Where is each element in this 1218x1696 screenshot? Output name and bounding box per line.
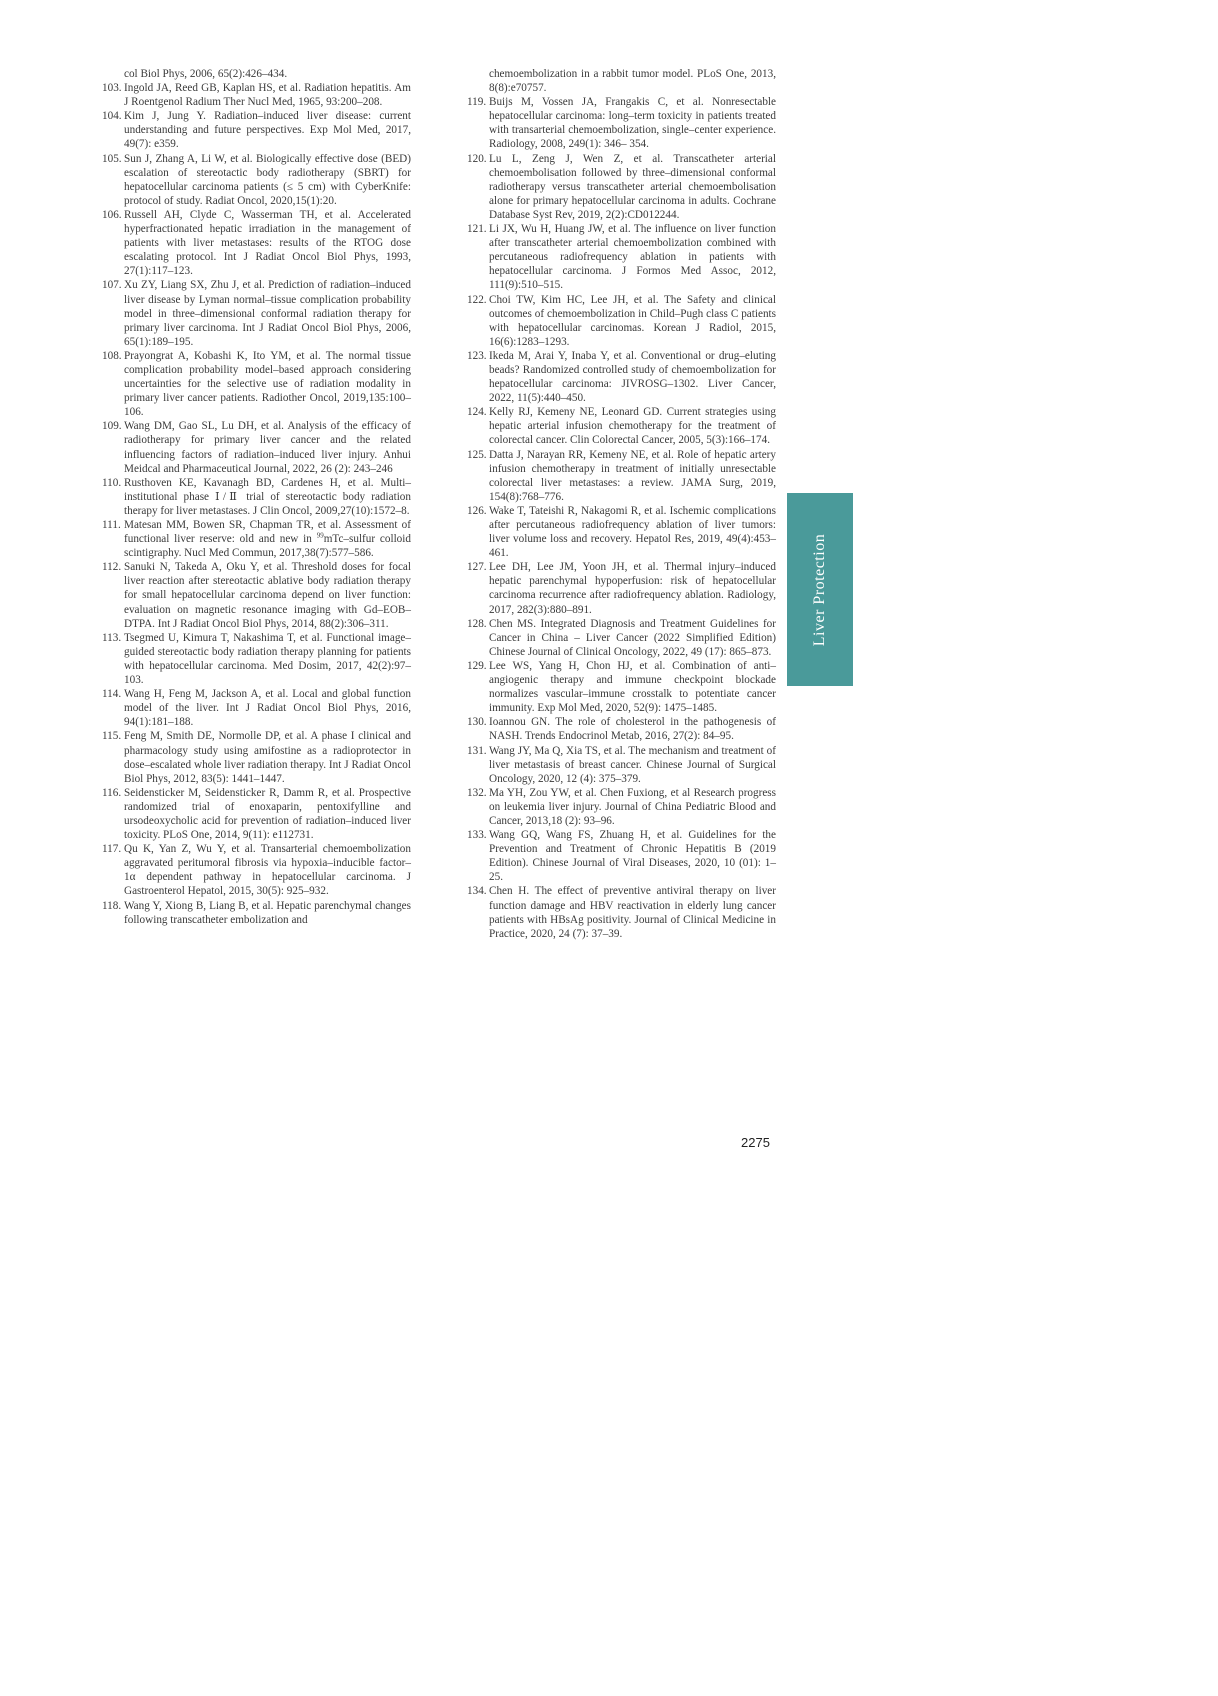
reference-text: Chen MS. Integrated Diagnosis and Treatment Guidelines for Cancer in China – Liver Cancer (2022 Simplified Edition) Chinese Journal of Clinical Oncology, 2022, 49 (17): 865–873.: [489, 617, 776, 658]
reference-text: Ioannou GN. The role of cholesterol in the pathogenesis of NASH. Trends Endocrinol Metab, 2016, 27(2): 84–95.: [489, 716, 776, 743]
reference-text: Lee DH, Lee JM, Yoon JH, et al. Thermal injury–induced hepatic parenchymal hypoperfusion: risk of hepatocellular carcinoma recurrence after radiofrequency ablation. Radiology, 2017, 282(3):880–891.: [489, 561, 776, 616]
reference-text: Wang GQ, Wang FS, Zhuang H, et al. Guidelines for the Prevention and Treatment of Chronic Hepatitis B (2019 Edition). Chinese Journal of Viral Diseases, 2020, 10 (01): 1–25.: [489, 829, 776, 884]
reference-text: col Biol Phys, 2006, 65(2):426–434.: [124, 68, 288, 80]
reference-text: Lee WS, Yang H, Chon HJ, et al. Combination of anti–angiogenic therapy and immune checkpoint blockade normalizes vascular–immune crosstalk to potentiate cancer immunity. Exp Mol Med, 2020, 52(9): 1475–1485.: [489, 659, 776, 715]
reference-entry: [467, 715, 776, 743]
reference-entry: [102, 67, 411, 81]
reference-entry: [467, 744, 776, 786]
reference-number: 124.: [467, 406, 487, 419]
reference-text: Rusthoven KE, Kavanagh BD, Cardenes H, et al. Multi–institutional phase Ⅰ/Ⅱ trial of stereotactic body radiation therapy for liver metastases. J Clin Oncol, 2009,27(10):1572–8.: [124, 476, 411, 517]
reference-number: 117.: [102, 843, 122, 856]
side-tab-label: Liver Protection: [811, 533, 828, 646]
reference-text: Kelly RJ, Kemeny NE, Leonard GD. Current strategies using hepatic arterial infusion chemotherapy for the treatment of colorectal cancer. Clin Colorectal Cancer, 2005, 5(3):166–174.: [489, 406, 776, 447]
reference-entry: [102, 518, 411, 560]
reference-text: chemoembolization in a rabbit tumor model. PLoS One, 2013, 8(8):e70757.: [489, 68, 776, 95]
reference-entry: [102, 81, 411, 109]
reference-number: 111.: [102, 519, 121, 531]
reference-entry: [467, 659, 776, 715]
reference-text: Matesan MM, Bowen SR, Chapman TR, et al. Assessment of functional liver reserve: old and new in: [124, 519, 411, 546]
reference-entry: [102, 476, 411, 518]
reference-text: Ingold JA, Reed GB, Kaplan HS, et al. Radiation hepatitis. Am J Roentgenol Radium Ther Nucl Med, 1965, 93:200–208.: [124, 82, 411, 109]
reference-entry: [467, 560, 776, 616]
reference-entry: [467, 448, 776, 504]
reference-number: 123.: [467, 349, 487, 362]
reference-text: Ikeda M, Arai Y, Inaba Y, et al. Conventional or drug–eluting beads? Randomized controlled study of chemoembolization for hepatocellular carcinoma: JIVROSG–1302. Liver Cancer, 2022, 11(5):440–450.: [489, 349, 776, 405]
reference-entry: [102, 152, 411, 208]
reference-number: 106.: [102, 208, 122, 221]
reference-entry: [102, 631, 411, 687]
references-left-column: [102, 67, 411, 927]
reference-number: 110.: [102, 476, 122, 489]
reference-entry: [467, 504, 776, 560]
references-right-column: [467, 67, 776, 941]
reference-entry: [467, 222, 776, 292]
reference-number: 120.: [467, 152, 487, 165]
reference-number: 118.: [102, 899, 122, 912]
reference-number: 126.: [467, 504, 487, 517]
reference-number: 108.: [102, 349, 122, 362]
reference-number: 119.: [467, 96, 487, 109]
reference-number: 121.: [467, 223, 487, 236]
reference-text: Wang H, Feng M, Jackson A, et al. Local and global function model of the liver. Int J Radiat Oncol Biol Phys, 2016, 94(1):181–188.: [124, 688, 411, 729]
reference-entry: [467, 67, 776, 95]
reference-entry: [102, 786, 411, 842]
reference-number: 133.: [467, 829, 487, 842]
reference-text: Wang JY, Ma Q, Xia TS, et al. The mechanism and treatment of liver metastasis of breast cancer. Chinese Journal of Surgical Oncology, 2020, 12 (4): 375–379.: [489, 744, 776, 785]
reference-text: mTc–sulfur colloid scintigraphy. Nucl Med Commun, 2017,38(7):577–586.: [124, 533, 411, 560]
reference-entry: [102, 419, 411, 475]
reference-entry: [467, 152, 776, 222]
reference-number: 104.: [102, 110, 122, 123]
reference-text: Choi TW, Kim HC, Lee JH, et al. The Safety and clinical outcomes of chemoembolization in Child–Pugh class C patients with hepatocellular carcinomas. Korean J Radiol, 2015, 16(6):1283–1293.: [489, 293, 776, 348]
reference-number: 115.: [102, 730, 122, 743]
reference-number: 109.: [102, 420, 122, 433]
reference-entry: [467, 349, 776, 405]
reference-entry: [467, 95, 776, 151]
reference-entry: [102, 842, 411, 898]
reference-text: Prayongrat A, Kobashi K, Ito YM, et al. The normal tissue complication probability model–based approach considering uncertainties for the selective use of radiation modality in primary liver cancer patients. Radiother Oncol, 2019,135:100–106.: [124, 349, 411, 419]
reference-number: 125.: [467, 448, 487, 461]
reference-number: 130.: [467, 716, 487, 729]
reference-number: 107.: [102, 279, 122, 292]
reference-text: Datta J, Narayan RR, Kemeny NE, et al. Role of hepatic artery infusion chemotherapy in treatment of initially unresectable colorectal liver metastases: a review. JAMA Surg, 2019, 154(8):768–776.: [489, 448, 776, 503]
section-side-tab: [787, 493, 853, 686]
reference-number: 131.: [467, 744, 487, 757]
reference-entry: [102, 109, 411, 151]
reference-entry: [467, 828, 776, 884]
reference-text: Sun J, Zhang A, Li W, et al. Biologically effective dose (BED) escalation of stereotactic body radiotherapy (SBRT) for hepatocellular carcinoma patients (≤ 5 cm) with CyberKnife: protocol of study. Radiat Oncol, 2020,15(1):20.: [124, 152, 411, 207]
reference-entry: [102, 899, 411, 927]
reference-text: Sanuki N, Takeda A, Oku Y, et al. Threshold doses for focal liver reaction after stereotactic ablative body radiation therapy for small hepatocellular carcinoma depend on liver function: evaluation on magnetic resonance imaging with Gd–EOB–DTPA. Int J Radiat Oncol Biol Phys, 2014, 88(2):306–311.: [124, 561, 411, 630]
reference-number: 112.: [102, 561, 122, 574]
reference-entry: [102, 687, 411, 729]
reference-entry: [467, 884, 776, 940]
reference-number: 134.: [467, 885, 487, 898]
reference-number: 105.: [102, 152, 122, 165]
reference-entry: [102, 560, 411, 630]
reference-entry: [102, 349, 411, 419]
reference-superscript: 99: [316, 531, 324, 540]
reference-number: 122.: [467, 293, 487, 306]
reference-text: Buijs M, Vossen JA, Frangakis C, et al. Nonresectable hepatocellular carcinoma: long–term toxicity in patients treated with transarterial chemoembolization, single–center experience. Radiology, 2008, 249(1): 346– 354.: [489, 96, 776, 151]
reference-text: Ma YH, Zou YW, et al. Chen Fuxiong, et al Research progress on leukemia liver injury. Journal of China Pediatric Blood and Cancer, 2013,18 (2): 93–96.: [489, 786, 776, 827]
reference-entry: [102, 729, 411, 785]
reference-number: 103.: [102, 82, 122, 95]
reference-text: Russell AH, Clyde C, Wasserman TH, et al. Accelerated hyperfractionated hepatic irradiation in the management of patients with liver metastases: results of the RTOG dose escalating protocol. Int J Radiat Oncol Biol Phys, 1993, 27(1):117–123.: [124, 208, 411, 278]
reference-text: Li JX, Wu H, Huang JW, et al. The influence on liver function after transcatheter arterial chemoembolization combined with percutaneous radiofrequency ablation in patients with hepatocellular carcinoma. J Formos Med Assoc, 2012, 111(9):510–515.: [489, 223, 776, 292]
page-number: 2275: [741, 1135, 770, 1150]
reference-text: Wang DM, Gao SL, Lu DH, et al. Analysis of the efficacy of radiotherapy for primary liver cancer and the related influencing factors of radiation–induced liver injury. Anhui Meidcal and Pharmaceutical Journal, 2022, 26 (2): 243–246: [124, 420, 411, 475]
reference-text: Kim J, Jung Y. Radiation–induced liver disease: current understanding and future perspectives. Exp Mol Med, 2017, 49(7): e359.: [124, 110, 411, 151]
reference-number: 113.: [102, 631, 122, 644]
reference-number: 132.: [467, 786, 487, 799]
reference-number: 114.: [102, 688, 122, 701]
reference-text: Feng M, Smith DE, Normolle DP, et al. A phase I clinical and pharmacology study using amifostine as a radioprotector in dose–escalated whole liver radiation therapy. Int J Radiat Oncol Biol Phys, 2012, 83(5): 1441–1447.: [124, 730, 411, 785]
reference-entry: [467, 617, 776, 659]
reference-entry: [102, 208, 411, 278]
reference-number: 116.: [102, 786, 122, 799]
reference-text: Tsegmed U, Kimura T, Nakashima T, et al. Functional image–guided stereotactic body radiation therapy planning for patients with hepatocellular carcinoma. Med Dosim, 2017, 42(2):97–103.: [124, 631, 411, 687]
reference-entry: [102, 278, 411, 348]
reference-text: Seidensticker M, Seidensticker R, Damm R, et al. Prospective randomized trial of enoxaparin, pentoxifylline and ursodeoxycholic acid for prevention of radiation–induced liver toxicity. PLoS One, 2014, 9(11): e112731.: [124, 786, 411, 842]
reference-text: Wake T, Tateishi R, Nakagomi R, et al. Ischemic complications after percutaneous radiofrequency ablation of liver tumors: liver volume loss and recovery. Hepatol Res, 2019, 49(4):453–461.: [489, 504, 776, 560]
reference-entry: [467, 293, 776, 349]
reference-entry: [467, 786, 776, 828]
reference-text: Chen H. The effect of preventive antiviral therapy on liver function damage and HBV reactivation in elderly lung cancer patients with HBsAg positivity. Journal of Clinical Medicine in Practice, 2020, 24 (7): 37–39.: [489, 885, 776, 940]
reference-text: Qu K, Yan Z, Wu Y, et al. Transarterial chemoembolization aggravated peritumoral fibrosis via hypoxia–inducible factor–1α dependent pathway in hepatocellular carcinoma. J Gastroenterol Hepatol, 2015, 30(5): 925–932.: [124, 843, 411, 898]
reference-text: Lu L, Zeng J, Wen Z, et al. Transcatheter arterial chemoembolisation followed by three–dimensional conformal radiotherapy versus transcatheter arterial chemoembolisation alone for primary hepatocellular carcinoma in adults. Cochrane Database Syst Rev, 2019, 2(2):CD012244.: [489, 152, 776, 221]
reference-text: Wang Y, Xiong B, Liang B, et al. Hepatic parenchymal changes following transcatheter embolization and: [124, 899, 411, 926]
reference-text: Xu ZY, Liang SX, Zhu J, et al. Prediction of radiation–induced liver disease by Lyman normal–tissue complication probability model in three–dimensional conformal radiation therapy for primary liver carcinoma. Int J Radiat Oncol Biol Phys, 2006, 65(1):189–195.: [124, 279, 411, 348]
reference-entry: [467, 405, 776, 447]
reference-number: 127.: [467, 561, 487, 574]
reference-number: 128.: [467, 617, 487, 630]
reference-number: 129.: [467, 659, 487, 672]
